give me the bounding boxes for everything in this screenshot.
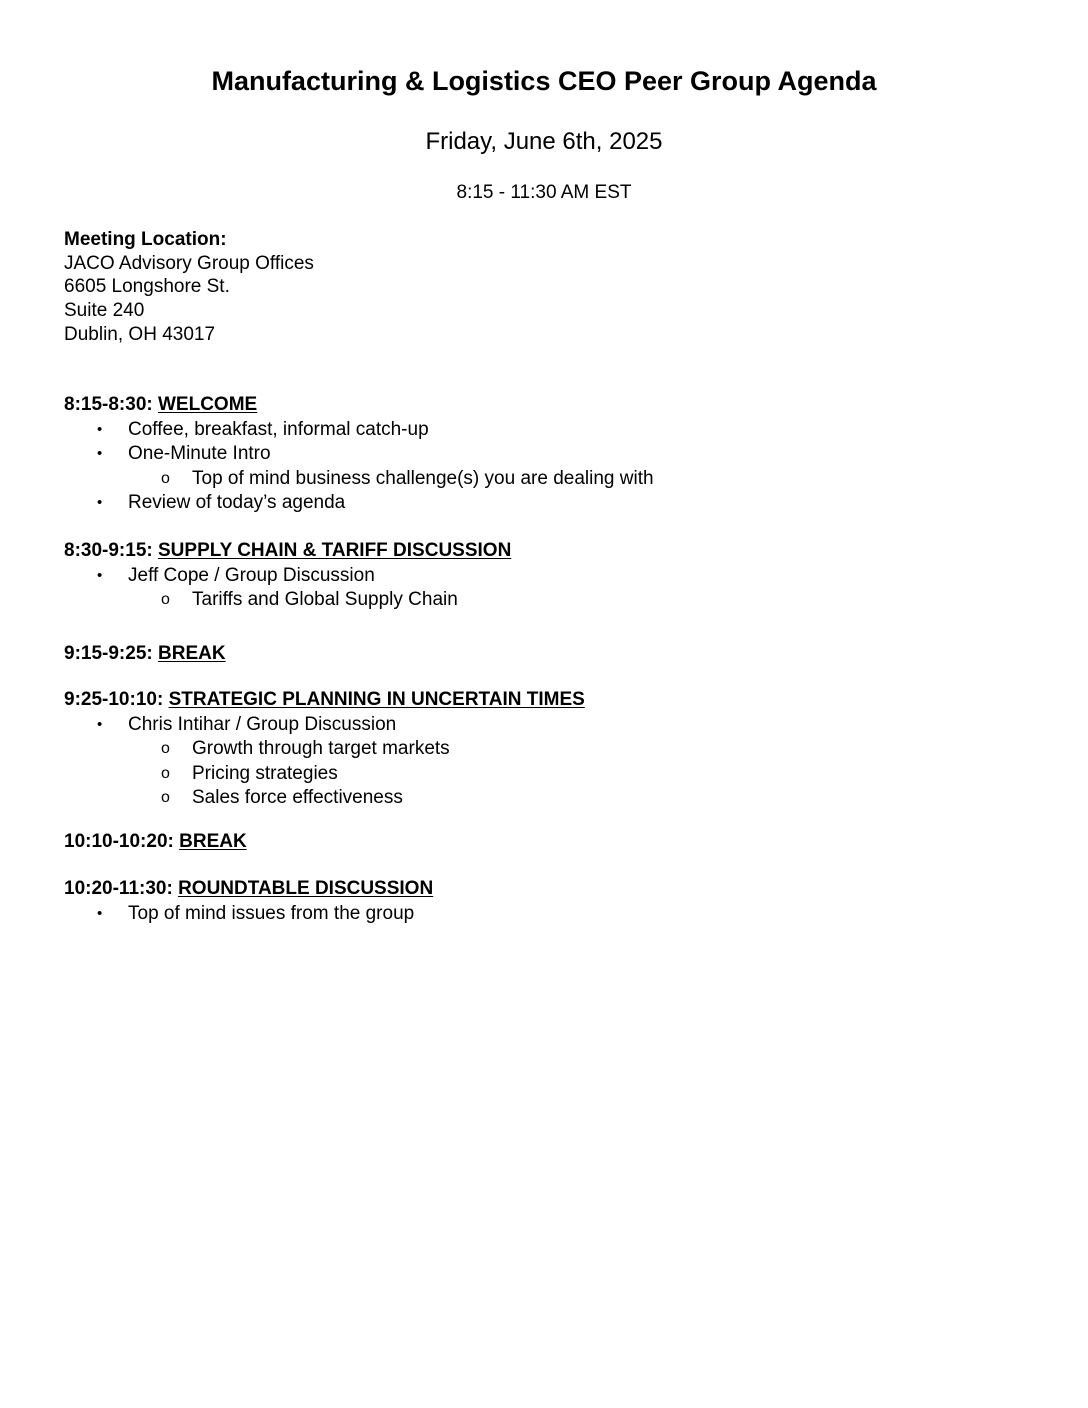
list-item-text: Review of today’s agenda <box>128 492 346 513</box>
section-time: 10:10-10:20: <box>64 831 180 852</box>
agenda-section-roundtable <box>64 877 433 926</box>
section-time: 9:15-9:25: <box>64 643 158 664</box>
list-item <box>64 418 654 443</box>
sub-list-item-text: Growth through target markets <box>192 738 450 759</box>
list-item <box>64 442 654 467</box>
location-line: Suite 240 <box>64 300 145 322</box>
list-item-text: Top of mind issues from the group <box>128 902 415 924</box>
list-item <box>64 564 511 589</box>
bullet-icon: • <box>97 715 103 733</box>
agenda-section-supply-chain <box>64 539 511 613</box>
sub-list-item <box>64 588 511 613</box>
section-heading <box>64 642 226 667</box>
agenda-section-break <box>64 830 247 855</box>
list-item-text: Coffee, breakfast, informal catch-up <box>128 418 429 440</box>
circle-bullet-icon: o <box>161 591 170 608</box>
circle-bullet-icon: o <box>161 469 170 487</box>
section-heading <box>64 539 511 564</box>
section-time: 8:30-9:15: <box>64 540 158 561</box>
section-topic: STRATEGIC PLANNING IN UNCERTAIN TIMES <box>168 689 585 710</box>
circle-bullet-icon: o <box>161 740 170 757</box>
sub-list-item <box>64 786 585 811</box>
bullet-icon: • <box>97 566 103 584</box>
meeting-location <box>64 228 314 347</box>
bullet-icon: • <box>97 445 103 462</box>
section-time: 9:25-10:10: <box>64 689 169 710</box>
section-heading <box>64 830 247 855</box>
sub-list-item <box>64 762 585 787</box>
location-line: JACO Advisory Group Offices <box>64 252 314 274</box>
location-line: 6605 Longshore St. <box>64 276 230 298</box>
bullet-icon: • <box>97 904 103 922</box>
section-topic: BREAK <box>179 831 247 852</box>
section-topic: WELCOME <box>158 394 258 415</box>
page-title: Manufacturing & Logistics CEO Peer Group Agenda <box>211 66 877 96</box>
section-heading <box>64 688 585 713</box>
bullet-icon: • <box>97 494 103 511</box>
meeting-date: Friday, June 6th, 2025 <box>425 128 663 155</box>
bullet-icon: • <box>97 420 103 438</box>
section-time: 8:15-8:30: <box>64 394 158 415</box>
list-item-text: Jeff Cope / Group Discussion <box>128 564 375 586</box>
circle-bullet-icon: o <box>161 764 170 782</box>
agenda-section-break <box>64 642 226 667</box>
agenda-section-welcome <box>64 393 654 516</box>
location-label: Meeting Location: <box>64 229 227 250</box>
sub-list-item-text: Top of mind business challenge(s) you are dealing with <box>192 467 654 489</box>
section-time: 10:20-11:30: <box>64 878 179 899</box>
list-item <box>64 902 433 927</box>
sub-list-item <box>64 737 585 762</box>
sub-list-item-text: Sales force effectiveness <box>192 787 403 808</box>
circle-bullet-icon: o <box>161 789 170 806</box>
list-item <box>64 713 585 738</box>
sub-list-item-text: Tariffs and Global Supply Chain <box>192 589 458 610</box>
list-item <box>64 491 654 516</box>
section-topic: BREAK <box>158 643 226 664</box>
list-item-text: One-Minute Intro <box>128 443 271 464</box>
sub-list-item-text: Pricing strategies <box>192 762 338 784</box>
meeting-time: 8:15 - 11:30 AM EST <box>456 182 632 203</box>
list-item-text: Chris Intihar / Group Discussion <box>128 713 397 735</box>
sub-list-item <box>64 467 654 492</box>
section-heading <box>64 393 654 418</box>
location-line: Dublin, OH 43017 <box>64 323 216 345</box>
agenda-section-strategic-planning <box>64 688 585 811</box>
section-heading <box>64 877 433 902</box>
section-topic: SUPPLY CHAIN & TARIFF DISCUSSION <box>158 540 512 561</box>
section-topic: ROUNDTABLE DISCUSSION <box>178 878 434 899</box>
